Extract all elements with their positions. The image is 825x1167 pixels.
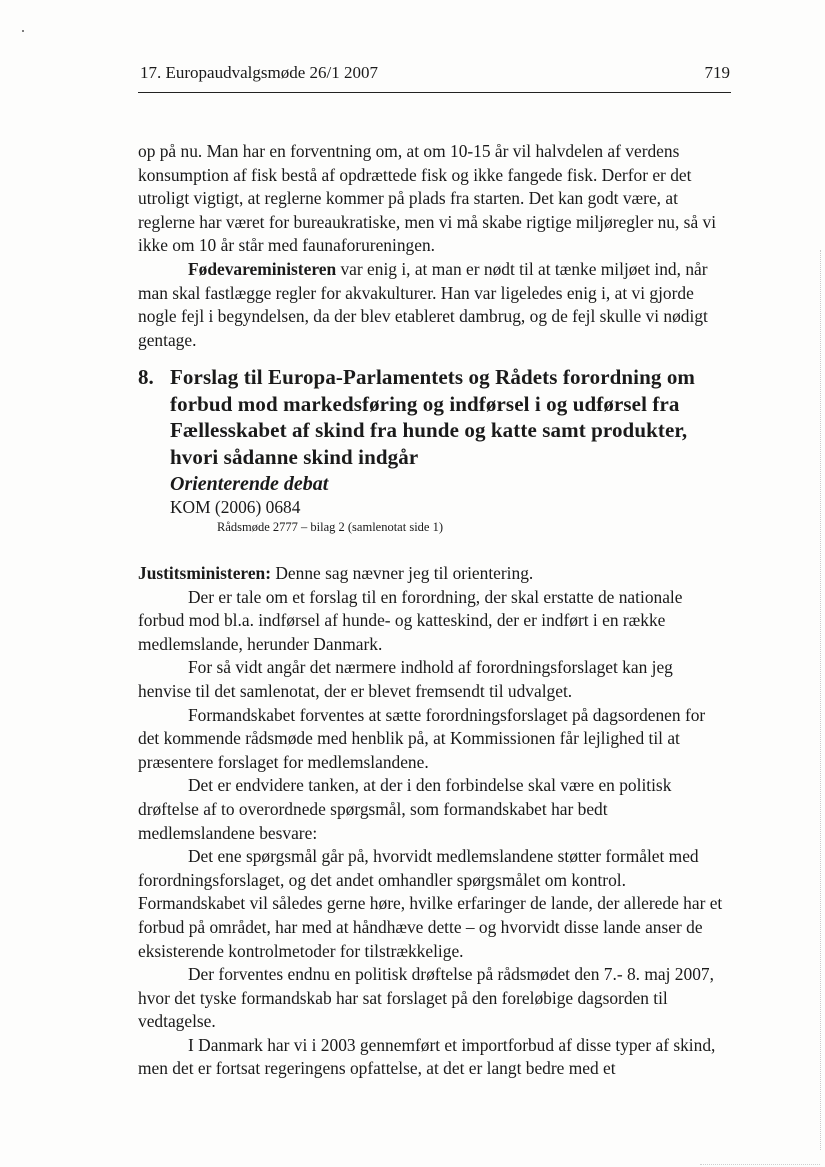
- speaker-name: Justitsministeren:: [138, 563, 272, 583]
- body-text-bottom: [138, 562, 728, 1081]
- page-number: 719: [704, 63, 730, 82]
- scan-edge-right: [820, 250, 821, 1150]
- paragraph: [138, 1034, 728, 1081]
- paragraph: [138, 140, 728, 258]
- meeting-title: 17. Europaudvalgsmøde 26/1 2007: [140, 63, 378, 82]
- paragraph-text: Formandskabet forventes at sætte forordningsforslaget på dagsordenen for det kommende rådsmøde med henblik på, at Kommissionen får lejlighed til at præsentere forslaget for medlemslandene.: [138, 704, 706, 772]
- paragraph: [138, 845, 728, 963]
- paragraph: [138, 586, 728, 657]
- paragraph-text: I Danmark har vi i 2003 gennemført et importforbud af disse typer af skind, men det er fortsat regeringens opfattelse, at det er langt bedre med et: [138, 1034, 716, 1079]
- paragraph-text: For så vidt angår det nærmere indhold af forordningsforslaget kan jeg henvise til det samlenotat, der er blevet fremsendt til udvalget.: [138, 657, 673, 701]
- section-heading-block: [170, 364, 730, 536]
- paragraph-text: Der er tale om et forslag til en forordning, der skal erstatte de nationale forbud mod bl.a. indførsel af hunde- og katteskind, der er indført i en række medlemslande, herunder Danmark.: [138, 586, 683, 654]
- header-rule: [138, 92, 731, 93]
- paragraph-text: op på nu. Man har en forventning om, at om 10-15 år vil halvdelen af verdens konsumption af fisk bestå af opdrættede fisk og ikke fangede fisk. Derfor er det utroligt vigtigt, at reglerne kommer på plads fra starten. Det kan godt være, at reglerne har været for bureaukratiske, men vi må skabe rigtige miljøregler nu, så vi ikke om 10 år står med faunaforureningen.: [138, 141, 717, 256]
- body-text-top: [138, 140, 728, 352]
- scan-edge-bottom: [700, 1164, 820, 1165]
- scan-speck: [22, 30, 24, 32]
- paragraph-text: Der forventes endnu en politisk drøftelse på rådsmødet den 7.- 8. maj 2007, hvor det tyske formandskab har sat forslaget på den foreløbige dagsorden til vedtagelse.: [138, 964, 714, 1032]
- section-subtitle: Orienterende debat: [170, 473, 329, 495]
- paragraph-text: Det ene spørgsmål går på, hvorvidt medlemslandene støtter formålet med forordningsforslaget, og det andet omhandler spørgsmålet om kontrol. Formandskabet vil således gerne høre, hvilke erfaringer de lande, der allerede har et forbud på området, har med at håndhæve dette – og hvorvidt disse lande anser de eksisterende kontrolmetoder for tilstrækkelige.: [138, 846, 723, 961]
- section-note: Rådsmøde 2777 – bilag 2 (samlenotat side 1): [217, 520, 444, 534]
- paragraph: [138, 704, 728, 775]
- section-number: 8.: [138, 365, 154, 389]
- speaker-name: Fødevareministeren: [188, 258, 337, 279]
- paragraph: [138, 963, 728, 1034]
- section-title: Forslag til Europa-Parlamentets og Rådets forordning om forbud mod markedsføring og indførsel i og udførsel fra Fællesskabet af skind fra hunde og katte samt produkter, hvori sådanne skind indgår: [170, 365, 696, 469]
- paragraph-text: Denne sag nævner jeg til orientering.: [271, 563, 534, 583]
- paragraph: [138, 656, 728, 703]
- paragraph-text: Det er endvidere tanken, at der i den forbindelse skal være en politisk drøftelse af to overordnede spørgsmål, som formandskabet har bedt medlemslandene besvare:: [138, 775, 672, 843]
- paragraph: [138, 562, 728, 586]
- section-reference: KOM (2006) 0684: [170, 497, 301, 517]
- paragraph-text: var enig i, at man er nødt til at tænke miljøet ind, når man skal fastlægge regler for akvakulturer. Han var ligeledes enig i, at vi gjorde nogle fejl i begyndelsen, da der blev etableret dambrug, og de fejl skulle vi nødigt gentage.: [138, 258, 708, 350]
- paragraph: [138, 258, 728, 352]
- paragraph: [138, 774, 728, 845]
